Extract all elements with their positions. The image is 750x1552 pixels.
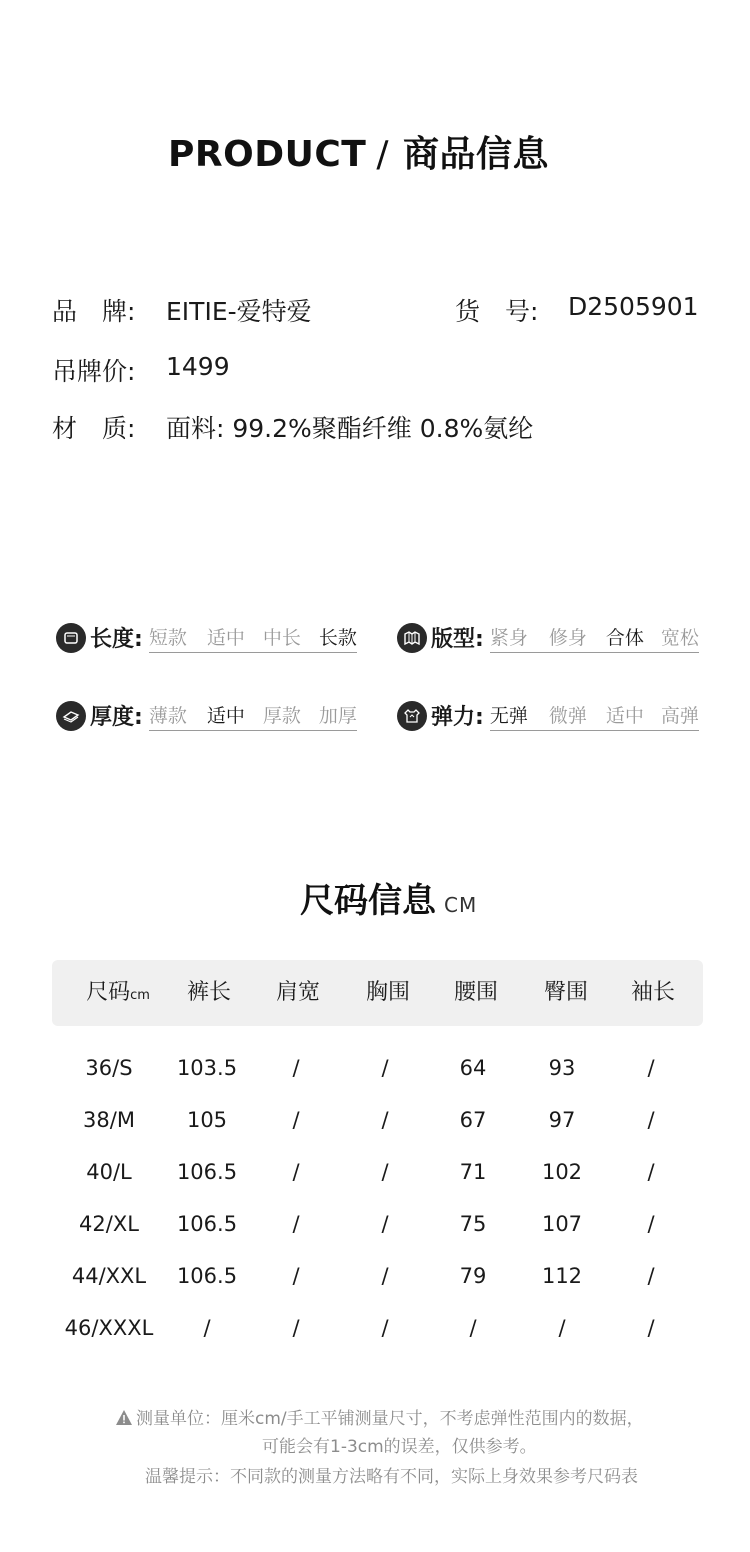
option: 厚款: [262, 704, 301, 727]
table-cell: /: [292, 1264, 300, 1288]
table-cell: /: [292, 1056, 300, 1080]
table-cell: /: [647, 1212, 655, 1236]
option-selected: 长款: [318, 626, 357, 649]
size-table-header: [52, 960, 703, 1026]
thickness-icon: [56, 701, 86, 731]
attr-thickness-options: [149, 701, 357, 731]
table-cell: 112: [541, 1264, 583, 1288]
table-cell: 106.5: [176, 1160, 238, 1184]
table-cell: 97: [548, 1108, 576, 1132]
attr-fit-options: [490, 623, 699, 653]
table-cell: /: [381, 1316, 389, 1340]
table-cell: /: [381, 1212, 389, 1236]
brand-label: 品 牌:: [52, 297, 136, 326]
table-row: [0, 1204, 750, 1244]
attr-fit: [397, 622, 699, 653]
table-cell: 44/XXL: [71, 1264, 147, 1288]
size-title-unit: CM: [444, 893, 478, 917]
sku-value: D2505901: [568, 292, 699, 321]
header-cell: 胸围: [365, 980, 411, 1005]
option-selected: 合体: [605, 626, 644, 649]
table-cell: 106.5: [176, 1212, 238, 1236]
table-cell: /: [647, 1056, 655, 1080]
option: 高弹: [660, 704, 699, 727]
table-cell: /: [469, 1316, 477, 1340]
table-cell: /: [647, 1160, 655, 1184]
fit-icon: [397, 623, 427, 653]
header-cell: 臀围: [543, 980, 589, 1005]
elasticity-icon: [397, 701, 427, 731]
option: 紧身: [489, 626, 528, 649]
table-cell: /: [381, 1108, 389, 1132]
option: 适中: [605, 704, 644, 727]
table-cell: /: [647, 1316, 655, 1340]
material-value: 面料: 99.2%聚酯纤维 0.8%氨纶: [166, 414, 534, 443]
length-icon: [56, 623, 86, 653]
page-title: [168, 126, 549, 177]
table-cell: 106.5: [176, 1264, 238, 1288]
table-cell: /: [647, 1264, 655, 1288]
attr-elasticity-name: 弹力:: [431, 705, 484, 730]
size-title-text: 尺码信息: [300, 881, 436, 921]
table-cell: /: [558, 1316, 566, 1340]
option: 微弹: [548, 704, 587, 727]
attr-elasticity-options: [490, 701, 699, 731]
table-cell: 42/XL: [79, 1212, 139, 1236]
title-english: PRODUCT: [168, 134, 367, 175]
table-cell: 103.5: [176, 1056, 238, 1080]
attr-thickness-name: 厚度:: [90, 705, 143, 730]
table-cell: 75: [459, 1212, 487, 1236]
option-selected: 无弹: [489, 704, 528, 727]
brand-value: EITIE-爱特爱: [166, 297, 312, 326]
note-line-1: 测量单位：厘米cm/手工平铺测量尺寸，不考虑弹性范围内的数据，: [136, 1409, 644, 1429]
attr-fit-name: 版型:: [431, 627, 484, 652]
title-separator: /: [376, 134, 389, 175]
table-cell: /: [292, 1108, 300, 1132]
header-cell-size: 尺码cm: [86, 980, 150, 1005]
header-cell: 肩宽: [275, 980, 321, 1005]
table-row: [0, 1256, 750, 1296]
note-line-3: 温馨提示：不同款的测量方法略有不同，实际上身效果参考尺码表: [145, 1467, 638, 1487]
material-label: 材 质:: [52, 414, 136, 443]
option: 宽松: [660, 626, 699, 649]
table-cell: /: [647, 1108, 655, 1132]
option: 修身: [548, 626, 587, 649]
table-cell: /: [381, 1160, 389, 1184]
table-cell: 40/L: [86, 1160, 132, 1184]
table-row: [0, 1048, 750, 1088]
header-cell: 裤长: [186, 980, 232, 1005]
table-cell: 102: [541, 1160, 583, 1184]
warning-icon: [115, 1409, 133, 1431]
table-cell: 36/S: [85, 1056, 133, 1080]
table-cell: /: [203, 1316, 211, 1340]
note-measurement: [115, 1404, 644, 1431]
brand-row: [52, 292, 135, 328]
option-selected: 适中: [206, 704, 245, 727]
note-line-2: 可能会有1-3cm的误差，仅供参考。: [262, 1437, 537, 1457]
table-row: [0, 1308, 750, 1348]
table-cell: /: [292, 1316, 300, 1340]
table-cell: 93: [548, 1056, 576, 1080]
attr-elasticity: [397, 700, 699, 731]
option: 适中: [206, 626, 245, 649]
table-cell: 46/XXXL: [64, 1316, 154, 1340]
table-cell: /: [381, 1056, 389, 1080]
table-cell: 79: [459, 1264, 487, 1288]
size-unit-label: cm: [130, 988, 150, 1003]
attr-thickness: [56, 700, 357, 731]
header-cell: 腰围: [453, 980, 499, 1005]
price-value: 1499: [166, 352, 230, 381]
size-section-title: [300, 873, 477, 922]
table-cell: 67: [459, 1108, 487, 1132]
option: 中长: [262, 626, 301, 649]
option: 加厚: [318, 704, 357, 727]
title-chinese: 商品信息: [402, 134, 549, 175]
price-label: 吊牌价:: [52, 357, 136, 386]
table-row: [0, 1100, 750, 1140]
option: 薄款: [148, 704, 187, 727]
option: 短款: [148, 626, 187, 649]
table-cell: /: [381, 1264, 389, 1288]
table-row: [0, 1152, 750, 1192]
table-cell: 105: [186, 1108, 228, 1132]
table-cell: 64: [459, 1056, 487, 1080]
sku-label: 货 号:: [455, 297, 539, 326]
header-cell: 袖长: [630, 980, 676, 1005]
attr-length-options: [149, 623, 357, 653]
table-cell: /: [292, 1160, 300, 1184]
table-cell: /: [292, 1212, 300, 1236]
attr-length-name: 长度:: [90, 627, 143, 652]
attr-length: [56, 622, 357, 653]
table-cell: 107: [541, 1212, 583, 1236]
table-cell: 38/M: [83, 1108, 135, 1132]
table-cell: 71: [459, 1160, 487, 1184]
